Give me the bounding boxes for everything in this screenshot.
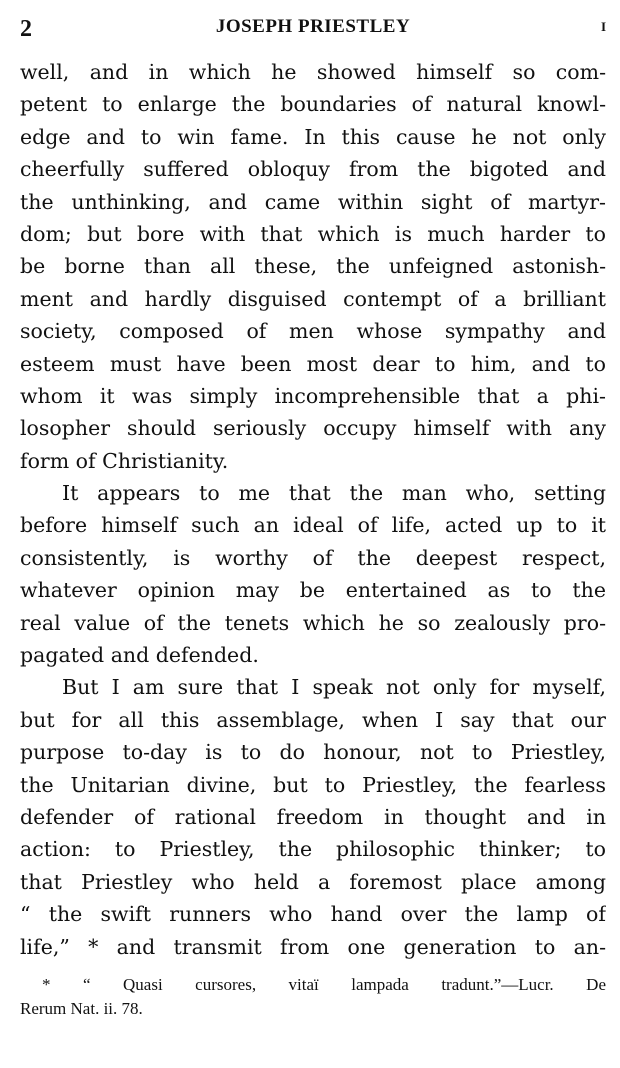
text-line: be borne than all these, the unfeigned astonish- <box>20 254 606 279</box>
body-text <box>20 56 606 963</box>
page-number: 2 <box>20 16 32 42</box>
page-header <box>20 12 606 46</box>
text-line: esteem must have been most dear to him, and to <box>20 351 606 376</box>
footnote <box>20 973 606 1021</box>
text-line: pagated and defended. <box>20 643 259 668</box>
text-line: “ the swift runners who hand over the lamp of <box>20 902 606 927</box>
text-line: losopher should seriously occupy himself with any <box>20 416 606 441</box>
text-line: that Priestley who held a foremost place among <box>20 869 606 894</box>
text-line: ment and hardly disguised contempt of a brilliant <box>20 286 606 311</box>
paragraph-2 <box>20 477 606 671</box>
text-line: cheerfully suffered obloquy from the bigoted and <box>20 157 606 182</box>
text-line: form of Christianity. <box>20 448 229 473</box>
text-line: petent to enlarge the boundaries of natural knowl- <box>20 92 606 117</box>
text-line: It appears to me that the man who, setting <box>62 481 606 506</box>
text-line: consistently, is worthy of the deepest respect, <box>20 545 606 570</box>
paragraph-3 <box>20 671 606 963</box>
text-line: edge and to win fame. In this cause he not only <box>20 124 606 149</box>
text-line: action: to Priestley, the philosophic thinker; to <box>20 837 606 862</box>
text-line: life,” * and transmit from one generation to an- <box>20 934 606 959</box>
paragraph-1 <box>20 56 606 477</box>
footnote-line: * “ Quasi cursores, vitaï lampada tradunt.”—Lucr. De <box>42 974 606 994</box>
text-line: well, and in which he showed himself so com- <box>20 60 606 84</box>
text-line: dom; but bore with that which is much harder to <box>20 221 606 246</box>
text-line: before himself such an ideal of life, acted up to it <box>20 513 606 538</box>
running-title: JOSEPH PRIESTLEY <box>215 16 411 37</box>
text-line: whatever opinion may be entertained as to the <box>20 578 606 603</box>
text-line: but for all this assemblage, when I say that our <box>20 707 606 732</box>
text-line: real value of the tenets which he so zealously pro- <box>20 610 606 635</box>
book-page <box>20 12 606 1021</box>
text-line: purpose to-day is to do honour, not to Priestley, <box>20 740 606 765</box>
footnote-line: Rerum Nat. ii. 78. <box>20 998 143 1018</box>
text-line: defender of rational freedom in thought and in <box>20 804 606 829</box>
text-line: whom it was simply incomprehensible that a phi- <box>20 383 606 408</box>
text-line: But I am sure that I speak not only for myself, <box>62 675 606 700</box>
text-line: society, composed of men whose sympathy and <box>20 319 606 344</box>
text-line: the unthinking, and came within sight of martyr- <box>20 189 606 214</box>
text-line: the Unitarian divine, but to Priestley, the fearless <box>20 772 606 797</box>
chapter-number: I <box>600 19 606 34</box>
